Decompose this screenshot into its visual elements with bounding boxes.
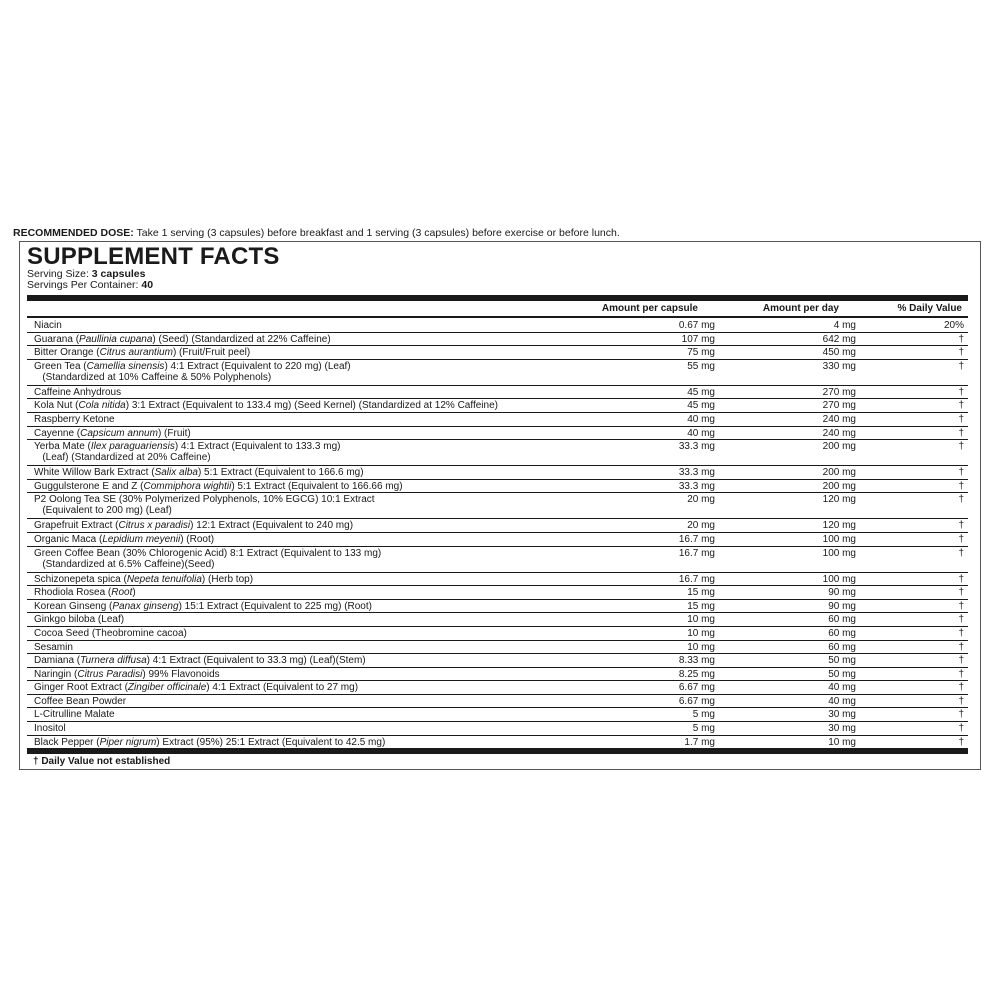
table-row xyxy=(27,681,968,695)
table-row xyxy=(27,722,968,736)
daily-value: † xyxy=(958,533,964,545)
ingredient-name: Ginkgo biloba (Leaf) xyxy=(34,614,125,626)
amount-per-day: 10 mg xyxy=(828,736,856,748)
table-row xyxy=(27,440,968,466)
ingredient-name: Green Coffee Bean (30% Chlorogenic Acid) 8:1 Extract (Equivalent to 133 mg) (Standardized at 6.5% Caffeine)(Seed) xyxy=(34,547,382,570)
serving-info xyxy=(27,269,153,291)
table-row xyxy=(27,427,968,441)
daily-value: † xyxy=(958,736,964,748)
amount-per-day: 240 mg xyxy=(822,413,856,425)
daily-value: † xyxy=(958,641,964,653)
amount-per-capsule: 1.7 mg xyxy=(684,736,715,748)
supplement-facts-panel xyxy=(19,241,981,770)
amount-per-day: 270 mg xyxy=(822,400,856,412)
table-row xyxy=(27,668,968,682)
amount-per-day: 4 mg xyxy=(833,320,856,331)
ingredient-name: Guarana (Paullinia cupana) (Seed) (Standardized at 22% Caffeine) xyxy=(34,333,331,345)
ingredient-name: Raspberry Ketone xyxy=(34,413,115,425)
amount-per-day: 450 mg xyxy=(822,347,856,359)
amount-per-day: 200 mg xyxy=(822,480,856,492)
footnote: † Daily Value not established xyxy=(33,756,171,767)
amount-per-capsule: 6.67 mg xyxy=(678,682,715,694)
daily-value: † xyxy=(958,709,964,721)
daily-value: † xyxy=(958,695,964,707)
amount-per-day: 50 mg xyxy=(828,655,856,667)
amount-per-day: 90 mg xyxy=(828,600,856,612)
amount-per-capsule: 16.7 mg xyxy=(678,573,715,585)
amount-per-day: 120 mg xyxy=(822,494,856,506)
amount-per-day: 200 mg xyxy=(822,467,856,479)
amount-per-day: 120 mg xyxy=(822,520,856,532)
amount-per-capsule: 33.3 mg xyxy=(678,467,715,479)
daily-value: † xyxy=(958,668,964,680)
ingredient-name: White Willow Bark Extract (Salix alba) 5:1 Extract (Equivalent to 166.6 mg) xyxy=(34,467,364,479)
ingredient-name: Inositol xyxy=(34,723,66,735)
ingredient-name: Cayenne (Capsicum annum) (Fruit) xyxy=(34,427,191,439)
table-row xyxy=(27,641,968,655)
amount-per-capsule: 40 mg xyxy=(687,427,715,439)
daily-value: † xyxy=(958,360,964,372)
ingredient-name: P2 Oolong Tea SE (30% Polymerized Polyphenols, 10% EGCG) 10:1 Extract (Equivalent to 200 mg) (Leaf) xyxy=(34,494,375,517)
ingredient-name: Niacin xyxy=(34,320,62,331)
amount-per-capsule: 10 mg xyxy=(687,627,715,639)
ingredient-name: L-Citrulline Malate xyxy=(34,709,115,721)
table-row xyxy=(27,519,968,533)
header-per-capsule: Amount per capsule xyxy=(601,303,698,314)
ingredient-name: Naringin (Citrus Paradisi) 99% Flavonoids xyxy=(34,668,220,680)
header-per-day: Amount per day xyxy=(762,303,839,314)
amount-per-day: 100 mg xyxy=(822,547,856,559)
amount-per-capsule: 33.3 mg xyxy=(678,480,715,492)
dose-text: Take 1 serving (3 capsules) before breakfast and 1 serving (3 capsules) before exercise or before lunch. xyxy=(133,227,620,239)
amount-per-day: 100 mg xyxy=(822,533,856,545)
table-row xyxy=(27,573,968,587)
amount-per-day: 60 mg xyxy=(828,641,856,653)
table-row xyxy=(27,708,968,722)
amount-per-day: 642 mg xyxy=(822,333,856,345)
amount-per-day: 270 mg xyxy=(822,386,856,398)
amount-per-capsule: 16.7 mg xyxy=(678,533,715,545)
header-divider xyxy=(27,316,968,318)
amount-per-day: 100 mg xyxy=(822,573,856,585)
daily-value: † xyxy=(958,682,964,694)
table-row xyxy=(27,399,968,413)
amount-per-day: 30 mg xyxy=(828,723,856,735)
amount-per-capsule: 6.67 mg xyxy=(678,695,715,707)
amount-per-capsule: 20 mg xyxy=(687,494,715,506)
table-row xyxy=(27,695,968,709)
amount-per-capsule: 45 mg xyxy=(687,400,715,412)
facts-title: SUPPLEMENT FACTS xyxy=(27,243,280,270)
daily-value: † xyxy=(958,427,964,439)
ingredient-name: Grapefruit Extract (Citrus x paradisi) 12:1 Extract (Equivalent to 240 mg) xyxy=(34,520,354,532)
ingredient-name: Rhodiola Rosea (Root) xyxy=(34,587,136,599)
table-row xyxy=(27,654,968,668)
daily-value: † xyxy=(958,494,964,506)
recommended-dose xyxy=(13,226,620,240)
ingredient-name: Damiana (Turnera diffusa) 4:1 Extract (Equivalent to 33.3 mg) (Leaf)(Stem) xyxy=(34,655,366,667)
table-row xyxy=(27,333,968,347)
daily-value: † xyxy=(958,480,964,492)
serving-size-label: Serving Size: xyxy=(27,268,92,280)
amount-per-day: 50 mg xyxy=(828,668,856,680)
table-row xyxy=(27,533,968,547)
daily-value: † xyxy=(958,400,964,412)
table-row xyxy=(27,613,968,627)
table-row xyxy=(27,480,968,494)
table-row xyxy=(27,346,968,360)
amount-per-day: 90 mg xyxy=(828,587,856,599)
amount-per-capsule: 10 mg xyxy=(687,641,715,653)
daily-value: † xyxy=(958,627,964,639)
amount-per-capsule: 10 mg xyxy=(687,614,715,626)
ingredient-table xyxy=(27,319,968,749)
daily-value: † xyxy=(958,614,964,626)
ingredient-name: Korean Ginseng (Panax ginseng) 15:1 Extract (Equivalent to 225 mg) (Root) xyxy=(34,600,372,612)
top-divider xyxy=(27,295,968,301)
amount-per-day: 200 mg xyxy=(822,441,856,453)
daily-value: † xyxy=(958,333,964,345)
serving-size-value: 3 capsules xyxy=(91,268,146,280)
ingredient-name: Bitter Orange (Citrus aurantium) (Fruit/Fruit peel) xyxy=(34,347,251,359)
amount-per-capsule: 5 mg xyxy=(692,723,715,735)
table-row xyxy=(27,627,968,641)
bottom-divider xyxy=(27,748,968,754)
amount-per-capsule: 45 mg xyxy=(687,386,715,398)
daily-value: † xyxy=(958,587,964,599)
daily-value: † xyxy=(958,573,964,585)
ingredient-name: Cocoa Seed (Theobromine cacoa) xyxy=(34,627,187,639)
amount-per-capsule: 15 mg xyxy=(687,587,715,599)
table-row xyxy=(27,466,968,480)
table-row xyxy=(27,586,968,600)
ingredient-name: Yerba Mate (Ilex paraguariensis) 4:1 Extract (Equivalent to 133.3 mg) (Leaf) (Standardized at 20% Caffeine) xyxy=(34,441,341,464)
amount-per-capsule: 40 mg xyxy=(687,413,715,425)
daily-value: † xyxy=(958,723,964,735)
ingredient-name: Schizonepeta spica (Nepeta tenuifolia) (Herb top) xyxy=(34,573,254,585)
table-row xyxy=(27,386,968,400)
daily-value: † xyxy=(958,467,964,479)
table-row xyxy=(27,319,968,333)
amount-per-capsule: 20 mg xyxy=(687,520,715,532)
servings-per-container xyxy=(27,280,153,291)
ingredient-name: Sesamin xyxy=(34,641,73,653)
amount-per-capsule: 5 mg xyxy=(692,709,715,721)
daily-value: † xyxy=(958,655,964,667)
daily-value: † xyxy=(958,347,964,359)
servings-per-container-value: 40 xyxy=(141,279,154,291)
daily-value: † xyxy=(958,441,964,453)
amount-per-day: 60 mg xyxy=(828,627,856,639)
daily-value: † xyxy=(958,386,964,398)
amount-per-day: 60 mg xyxy=(828,614,856,626)
amount-per-day: 240 mg xyxy=(822,427,856,439)
table-row xyxy=(27,413,968,427)
daily-value: 20% xyxy=(943,320,964,331)
amount-per-capsule: 15 mg xyxy=(687,600,715,612)
daily-value: † xyxy=(958,413,964,425)
ingredient-name: Coffee Bean Powder xyxy=(34,695,127,707)
daily-value: † xyxy=(958,520,964,532)
amount-per-capsule: 16.7 mg xyxy=(678,547,715,559)
amount-per-day: 40 mg xyxy=(828,682,856,694)
ingredient-name: Guggulsterone E and Z (Commiphora wightii) 5:1 Extract (Equivalent to 166.66 mg) xyxy=(34,480,403,492)
amount-per-capsule: 8.33 mg xyxy=(678,655,715,667)
ingredient-name: Kola Nut (Cola nitida) 3:1 Extract (Equivalent to 133.4 mg) (Seed Kernel) (Standardized at 12% Caffeine) xyxy=(34,400,498,412)
table-row xyxy=(27,600,968,614)
amount-per-capsule: 8.25 mg xyxy=(678,668,715,680)
amount-per-capsule: 33.3 mg xyxy=(678,441,715,453)
ingredient-name: Ginger Root Extract (Zingiber officinale) 4:1 Extract (Equivalent to 27 mg) xyxy=(34,682,359,694)
header-daily-value: % Daily Value xyxy=(897,303,962,314)
table-row xyxy=(27,493,968,519)
amount-per-capsule: 75 mg xyxy=(687,347,715,359)
amount-per-day: 30 mg xyxy=(828,709,856,721)
daily-value: † xyxy=(958,547,964,559)
daily-value: † xyxy=(958,600,964,612)
amount-per-day: 40 mg xyxy=(828,695,856,707)
dose-label: RECOMMENDED DOSE: xyxy=(13,227,134,239)
ingredient-name: Organic Maca (Lepidium meyenii) (Root) xyxy=(34,533,215,545)
table-row xyxy=(27,547,968,573)
ingredient-name: Black Pepper (Piper nigrum) Extract (95%) 25:1 Extract (Equivalent to 42.5 mg) xyxy=(34,736,386,748)
amount-per-capsule: 107 mg xyxy=(681,333,715,345)
amount-per-capsule: 55 mg xyxy=(687,360,715,372)
servings-per-container-label: Servings Per Container: xyxy=(27,279,142,291)
ingredient-name: Green Tea (Camellia sinensis) 4:1 Extract (Equivalent to 220 mg) (Leaf) (Standardized at 10% Caffeine & 50% Polyphenols) xyxy=(34,360,351,383)
ingredient-name: Caffeine Anhydrous xyxy=(34,386,122,398)
amount-per-day: 330 mg xyxy=(822,360,856,372)
amount-per-capsule: 0.67 mg xyxy=(678,320,715,331)
table-row xyxy=(27,360,968,386)
